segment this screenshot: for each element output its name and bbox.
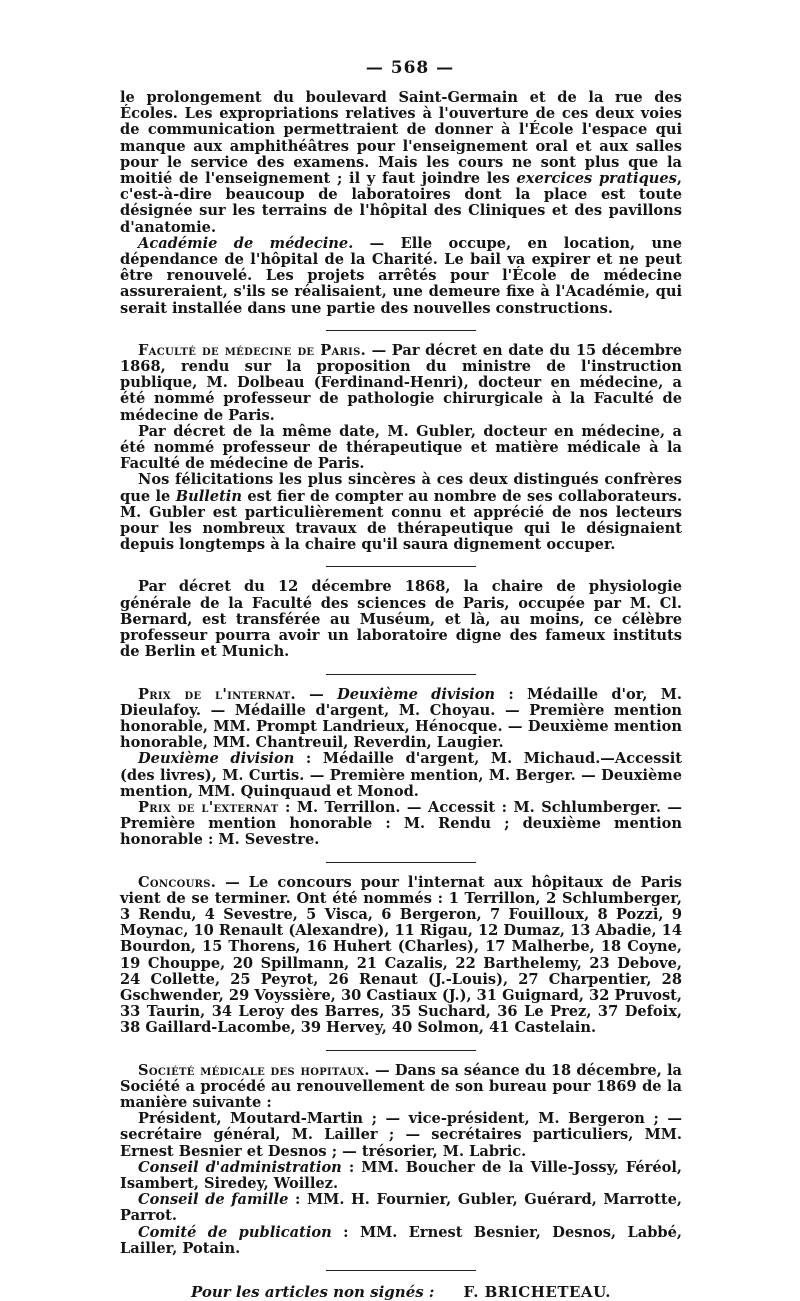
paragraph-societe-medicale [120, 1063, 682, 1112]
section-divider [326, 674, 476, 675]
signature-label: Pour les articles non signés : [191, 1283, 435, 1301]
paragraph-felicitations [120, 472, 682, 553]
paragraph-text: : Médaille d'or, M. Dieulafoy. — Médaille d'argent, M. Choyau. — Première mention honorable, MM. Prompt Landrieux, Hénocque. — Deuxième mention honorable, MM. Chantreuil, Reverdin, Laugier. [120, 685, 682, 752]
paragraph-bureau: Président, Moutard-Martin ; — vice-président, M. Bergeron ; — secrétaire général, M. Lailler ; — secrétaires particuliers, MM. Ernest Besnier et Desnos ; — trésorier, M. Labric. [120, 1110, 682, 1160]
section-heading: Faculté de médecine de Paris. [138, 341, 367, 359]
paragraph-concours [120, 875, 682, 1037]
emphasis-text: Conseil de famille [138, 1191, 289, 1209]
paragraph-physiologie: Par décret du 12 décembre 1868, la chaire de physiologie générale de la Faculté des sciences de Paris, occupée par M. Cl. Bernard, est transférée au Muséum, et là, au moins, ce célèbre professeur pourra avoir un laboratoire digne des fameux instituts de Berlin et Munich. [120, 578, 682, 661]
section-divider [326, 1270, 476, 1271]
paragraph-text: — Elle occupe, en location, une dépendance de l'hôpital de la Charité. Le bail va expirer et ne peut être renouvelé. Les projets arrêtés pour l'École de médecine assureraient, s'ils se réalisaient, une demeure fixe à l'Académie, qui serait installée dans une partie des nouvelles constructions. [120, 234, 682, 317]
paragraph-deuxieme-division [120, 751, 682, 800]
section-heading: Prix de l'internat. [138, 685, 296, 703]
paragraph-gubler-decret: Par décret de la même date, M. Gubler, docteur en médecine, a été nommé professeur de thérapeutique et matière médicale à la Faculté de médecine de Paris. [120, 422, 682, 473]
paragraph-text: , c'est-à-dire beaucoup de laboratoires dont la place est toute désignée sur les terrains de l'hôpital des Cliniques et des pavillons d'anatomie. [120, 170, 682, 236]
paragraph-prix-internat [120, 687, 682, 752]
section-heading: Concours. [138, 873, 217, 891]
paragraph-text: — Dans sa séance du 18 décembre, la Société a procédé au renouvellement de son bureau pour 1869 de la manière suivante : [120, 1061, 683, 1111]
paragraph-academie [120, 236, 682, 317]
emphasis-text: Bulletin [175, 487, 242, 505]
emphasis-text: exercices pratiques [516, 170, 677, 188]
paragraph-text: — Le concours pour l'internat aux hôpitaux de Paris vient de se terminer. Ont été nommés : 1 Terrillon, 2 Schlumberger, 3 Rendu, 4 Sevestre, 5 Visca, 6 Bergeron, 7 Fouilloux, 8 Pozzi, 9 Moynac, 10 Renault (Alexandre), 11 Rigau, 12 Dumaz, 13 Abadie, 14 Bourdon, 15 Thorens, 16 Huhert (Charles), 17 Malherbe, 18 Coyne, 19 Chouppe, 20 Spillmann, 21 Cazalis, 22 Barthelemy, 23 Debove, 24 Collette, 25 Peyrot, 26 Renaut (J.-Louis), 27 Charpentier, 28 Gschwender, 29 Voyssière, 30 Castiaux (J.), 31 Guignard, 32 Pruvost, 33 Taurin, 34 Leroy des Barres, 35 Suchard, 36 Le Prez, 37 Defoix, 38 Gaillard-Lacombe, 39 Hervey, 40 Solmon, 41 Castelain. [120, 873, 682, 1037]
paragraph-text: le prolongement du boulevard Saint-Germain et de la rue des Écoles. Les expropriations relatives à l'ouverture de ces deux voies de communication permettraient de donner à l'École l'espace qui manque aux amphithéâtres pour l'enseignement oral et aux salles pour le service des examens. Mais les cours ne sont plus que la moitié de l'enseignement ; il y faut joindre les [120, 89, 682, 188]
paragraph-text: Nos félicitations les plus sincères à ces deux distingués confrères que le [120, 471, 682, 505]
paragraph-text: est fier de compter au nombre de ses collaborateurs. M. Gubler est particulièrement connu et apprécié de nos lecteurs pour les nombreux travaux de thérapeutique qui le désignaient depuis longtemps à la chaire qu'il saura dignement occuper. [120, 487, 682, 554]
paragraph-text: : Médaille d'argent, M. Michaud.—Accessit (des livres), M. Curtis. — Première mention, M. Berger. — Deuxième mention, MM. Quinquaud et Monod. [120, 750, 682, 800]
section-divider [326, 330, 476, 331]
emphasis-text: Conseil d'administration [138, 1158, 342, 1176]
paragraph-conseil-administration [120, 1160, 682, 1192]
emphasis-text: Comité de publication [138, 1223, 332, 1241]
section-divider [326, 862, 476, 863]
paragraph-conseil-famille [120, 1192, 682, 1224]
paragraph-faculte-decret [120, 343, 682, 424]
section-heading: Prix de l'externat [138, 798, 279, 816]
paragraph-text: : MM. Boucher de la Ville-Jossy, Féréol, Isambert, Siredey, Woillez. [120, 1158, 683, 1192]
section-divider [326, 1050, 476, 1051]
paragraph-prix-externat [120, 800, 682, 849]
section-heading: Académie de médecine. [138, 234, 354, 252]
section-divider [326, 566, 476, 567]
paragraph-ecole-de-medecine [120, 90, 682, 236]
paragraph-text: : MM. Ernest Besnier, Desnos, Labbé, Lailler, Potain. [120, 1223, 682, 1257]
signature-line [191, 1283, 611, 1301]
paragraph-text: : MM. H. Fournier, Gubler, Guérard, Marrotte, Parrot. [120, 1191, 682, 1225]
section-heading: Société médicale des hopitaux. [138, 1061, 370, 1079]
page-number: — 568 — [365, 58, 455, 78]
paragraph-comite-publication [120, 1225, 682, 1257]
emphasis-text: Deuxième division [337, 685, 496, 703]
emphasis-text: Deuxième division [138, 750, 295, 768]
signature-name: F. BRICHETEAU. [463, 1283, 611, 1301]
paragraph-text: : M. Terrillon. — Accessit : M. Schlumberger. — Première mention honorable : M. Rendu ; deuxième mention honorable : M. Sevestre. [120, 798, 683, 849]
separator-text: — [295, 685, 338, 703]
paragraph-text: — Par décret en date du 15 décembre 1868, rendu sur la proposition du ministre de l'instruction publique, M. Dolbeau (Ferdinand-Henri), docteur en médecine, a été nommé professeur de pathologie chirurgicale à la Faculté de médecine de Paris. [120, 341, 682, 424]
